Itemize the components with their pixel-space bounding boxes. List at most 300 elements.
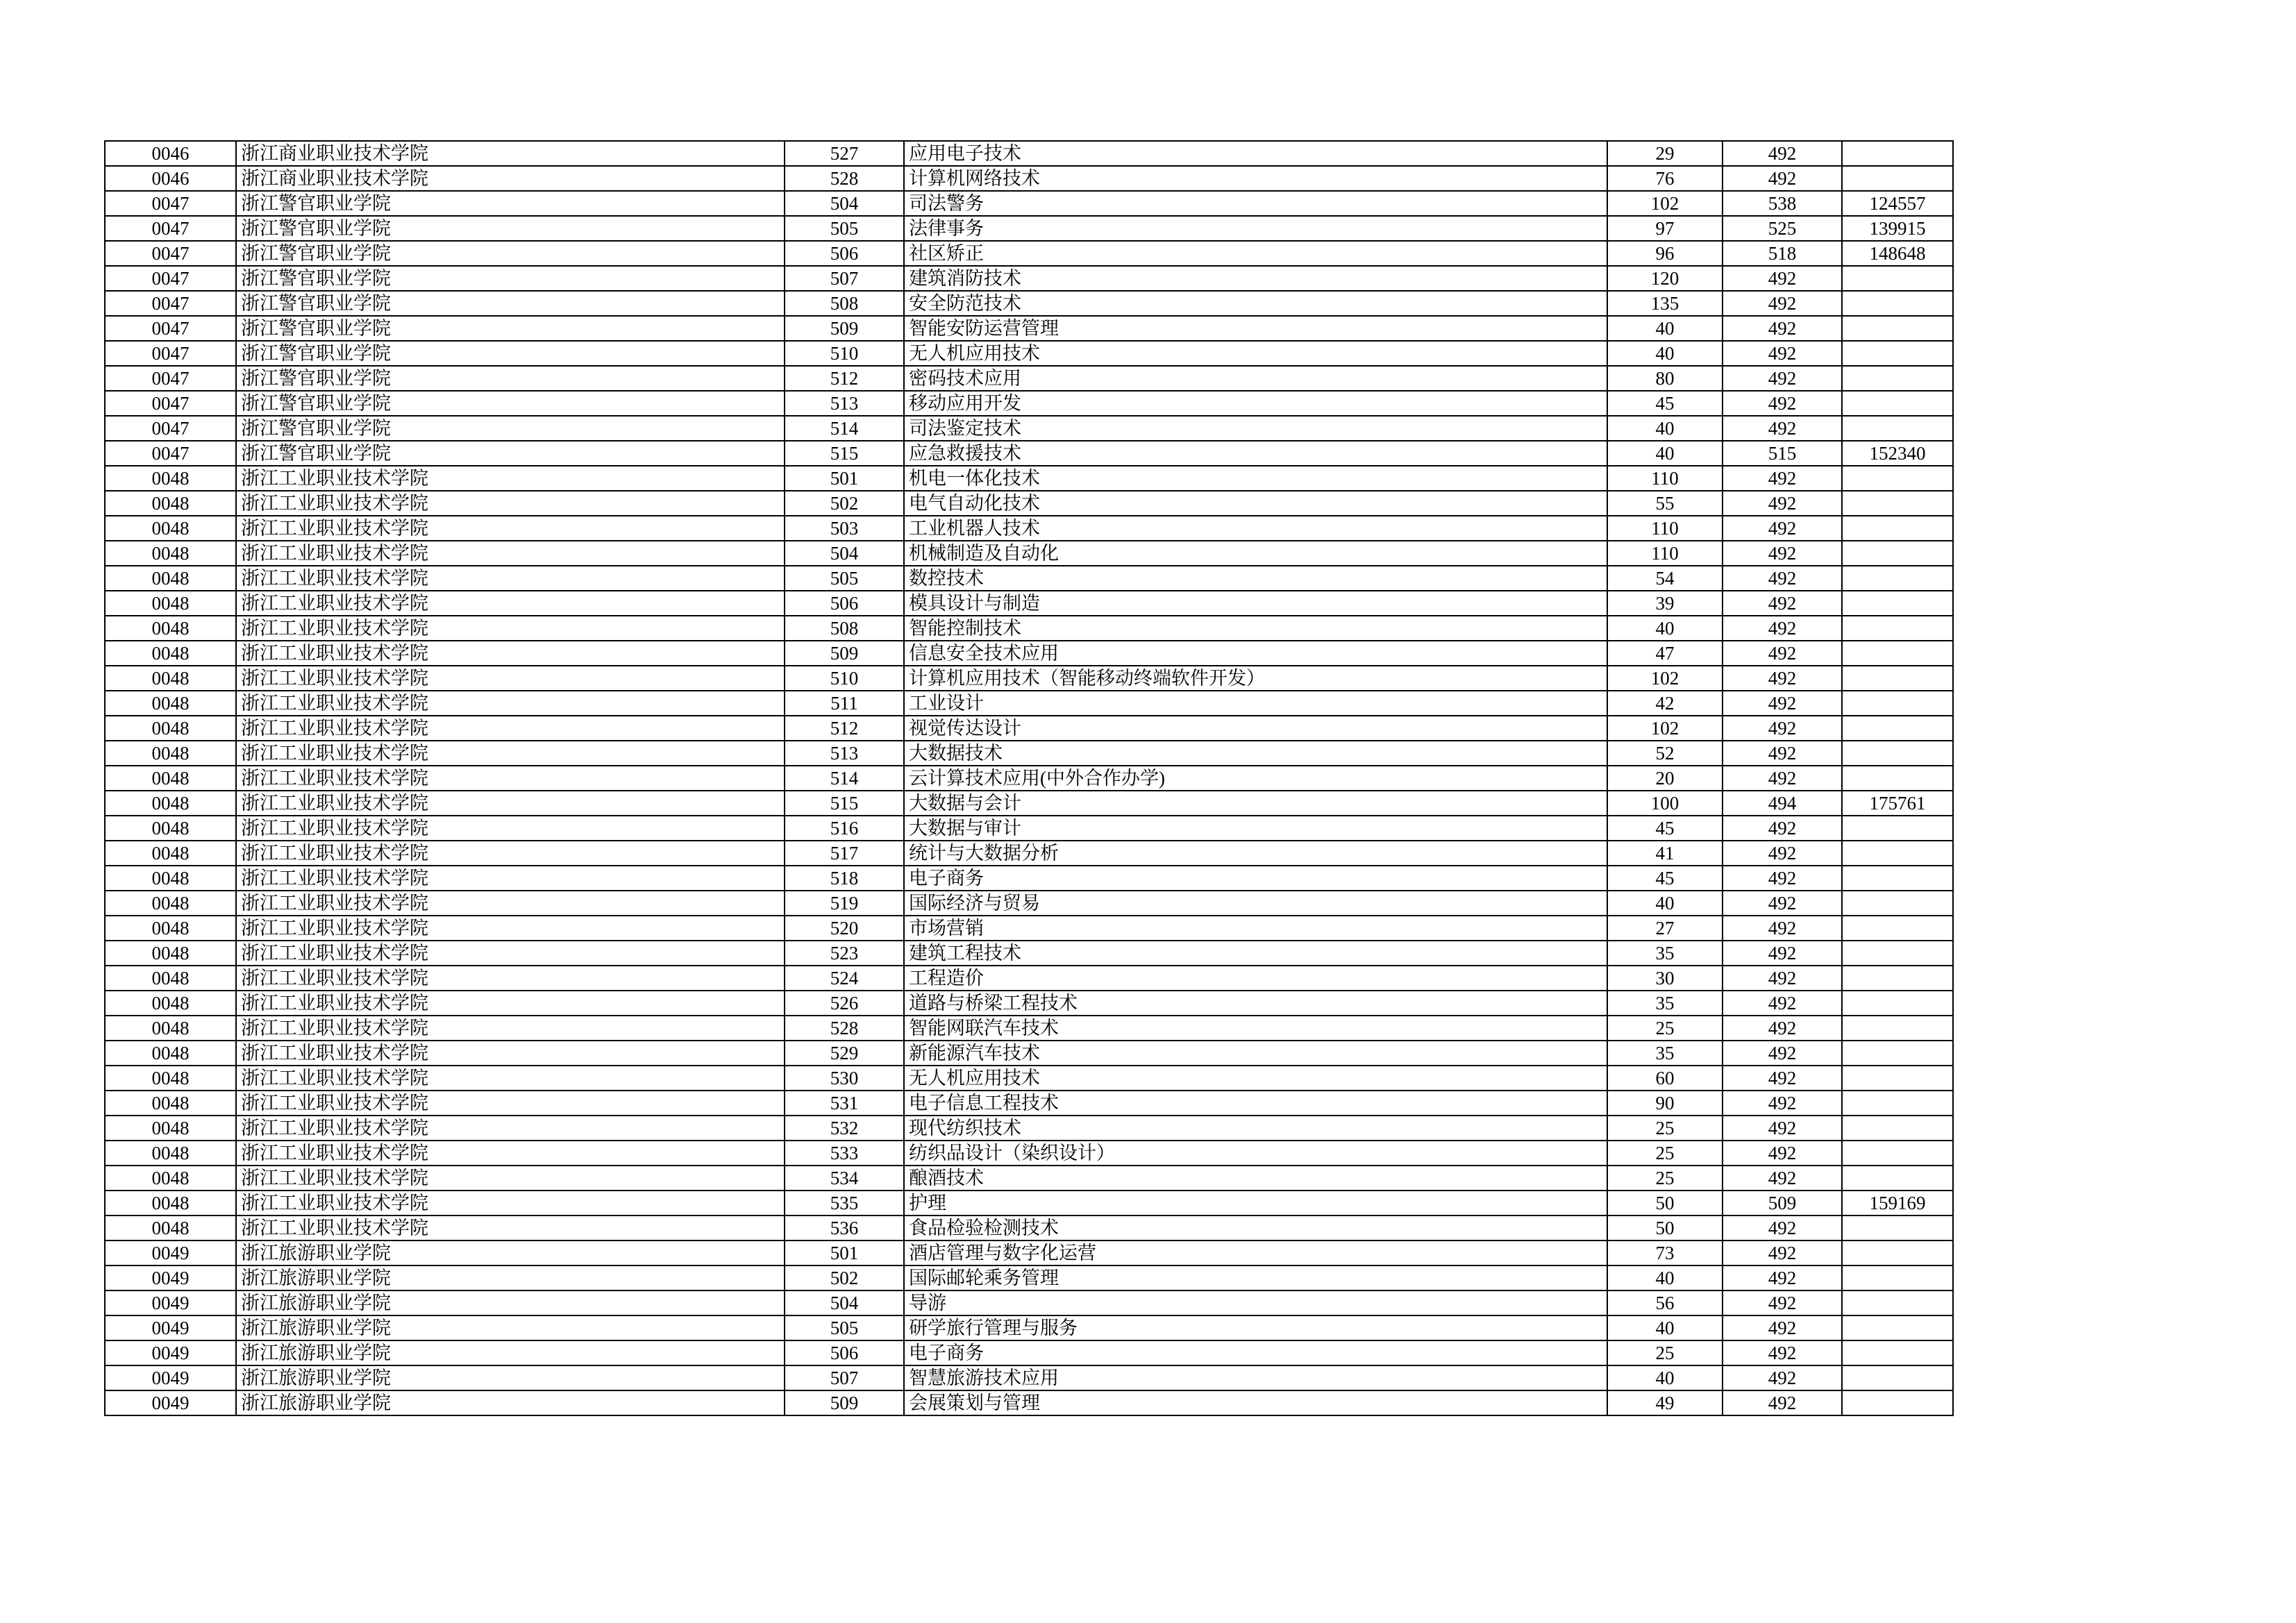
school-code-cell: 0048 (105, 966, 236, 991)
plan-count-cell: 102 (1607, 191, 1723, 216)
min-score-cell: 492 (1723, 1166, 1842, 1191)
school-name-cell: 浙江警官职业学院 (236, 366, 785, 391)
min-rank-cell (1842, 991, 1953, 1016)
school-name-cell: 浙江工业职业技术学院 (236, 791, 785, 816)
school-name-cell: 浙江旅游职业学院 (236, 1315, 785, 1340)
major-code-cell: 535 (785, 1191, 904, 1216)
school-name-cell: 浙江警官职业学院 (236, 266, 785, 291)
school-code-cell: 0047 (105, 316, 236, 341)
school-name-cell: 浙江工业职业技术学院 (236, 491, 785, 516)
min-score-cell: 492 (1723, 916, 1842, 941)
major-code-cell: 506 (785, 591, 904, 616)
school-code-cell: 0048 (105, 641, 236, 666)
major-code-cell: 513 (785, 741, 904, 766)
major-code-cell: 504 (785, 191, 904, 216)
plan-count-cell: 39 (1607, 591, 1723, 616)
min-rank-cell (1842, 691, 1953, 716)
major-code-cell: 519 (785, 891, 904, 916)
major-code-cell: 523 (785, 941, 904, 966)
table-row (105, 941, 1953, 966)
admission-table (104, 140, 1954, 1416)
min-score-cell: 492 (1723, 691, 1842, 716)
major-name-cell: 无人机应用技术 (904, 1066, 1607, 1091)
table-row (105, 1365, 1953, 1390)
school-name-cell: 浙江工业职业技术学院 (236, 1116, 785, 1141)
school-code-cell: 0048 (105, 616, 236, 641)
plan-count-cell: 135 (1607, 291, 1723, 316)
min-rank-cell (1842, 666, 1953, 691)
school-name-cell: 浙江工业职业技术学院 (236, 616, 785, 641)
school-code-cell: 0048 (105, 916, 236, 941)
min-score-cell: 492 (1723, 1091, 1842, 1116)
plan-count-cell: 52 (1607, 741, 1723, 766)
min-rank-cell (1842, 466, 1953, 491)
school-name-cell: 浙江工业职业技术学院 (236, 841, 785, 866)
school-code-cell: 0048 (105, 1191, 236, 1216)
major-code-cell: 504 (785, 1290, 904, 1315)
school-code-cell: 0047 (105, 341, 236, 366)
min-rank-cell (1842, 141, 1953, 166)
min-rank-cell (1842, 1216, 1953, 1241)
min-rank-cell (1842, 1365, 1953, 1390)
min-score-cell: 518 (1723, 241, 1842, 266)
min-score-cell: 492 (1723, 766, 1842, 791)
major-code-cell: 505 (785, 216, 904, 241)
school-code-cell: 0048 (105, 566, 236, 591)
school-name-cell: 浙江工业职业技术学院 (236, 916, 785, 941)
min-rank-cell (1842, 1091, 1953, 1116)
school-code-cell: 0048 (105, 541, 236, 566)
school-name-cell: 浙江工业职业技术学院 (236, 1041, 785, 1066)
table-row (105, 916, 1953, 941)
table-row (105, 316, 1953, 341)
school-code-cell: 0048 (105, 666, 236, 691)
table-row (105, 1265, 1953, 1290)
major-code-cell: 516 (785, 816, 904, 841)
major-code-cell: 512 (785, 716, 904, 741)
major-name-cell: 新能源汽车技术 (904, 1041, 1607, 1066)
table-row (105, 141, 1953, 166)
min-score-cell: 509 (1723, 1191, 1842, 1216)
school-code-cell: 0048 (105, 1216, 236, 1241)
major-code-cell: 507 (785, 1365, 904, 1390)
table-row (105, 991, 1953, 1016)
major-name-cell: 司法鉴定技术 (904, 416, 1607, 441)
min-rank-cell (1842, 816, 1953, 841)
school-name-cell: 浙江商业职业技术学院 (236, 141, 785, 166)
min-score-cell: 492 (1723, 1016, 1842, 1041)
plan-count-cell: 56 (1607, 1290, 1723, 1315)
school-name-cell: 浙江旅游职业学院 (236, 1390, 785, 1415)
table-body (105, 141, 1953, 1415)
major-code-cell: 529 (785, 1041, 904, 1066)
plan-count-cell: 27 (1607, 916, 1723, 941)
major-name-cell: 应急救援技术 (904, 441, 1607, 466)
min-rank-cell (1842, 366, 1953, 391)
school-code-cell: 0049 (105, 1315, 236, 1340)
table-row (105, 766, 1953, 791)
plan-count-cell: 97 (1607, 216, 1723, 241)
major-code-cell: 508 (785, 616, 904, 641)
major-name-cell: 电子商务 (904, 866, 1607, 891)
plan-count-cell: 110 (1607, 541, 1723, 566)
school-name-cell: 浙江工业职业技术学院 (236, 691, 785, 716)
min-rank-cell (1842, 491, 1953, 516)
major-name-cell: 机械制造及自动化 (904, 541, 1607, 566)
major-name-cell: 电子信息工程技术 (904, 1091, 1607, 1116)
school-code-cell: 0048 (105, 1166, 236, 1191)
school-code-cell: 0049 (105, 1290, 236, 1315)
min-rank-cell (1842, 741, 1953, 766)
school-name-cell: 浙江工业职业技术学院 (236, 766, 785, 791)
school-code-cell: 0048 (105, 941, 236, 966)
major-code-cell: 514 (785, 416, 904, 441)
table-row (105, 1141, 1953, 1166)
min-score-cell: 492 (1723, 1390, 1842, 1415)
major-name-cell: 大数据与会计 (904, 791, 1607, 816)
major-name-cell: 机电一体化技术 (904, 466, 1607, 491)
school-code-cell: 0048 (105, 1066, 236, 1091)
school-name-cell: 浙江工业职业技术学院 (236, 666, 785, 691)
major-name-cell: 社区矫正 (904, 241, 1607, 266)
min-score-cell: 492 (1723, 716, 1842, 741)
table-row (105, 1116, 1953, 1141)
table-row (105, 716, 1953, 741)
plan-count-cell: 45 (1607, 816, 1723, 841)
min-score-cell: 515 (1723, 441, 1842, 466)
school-name-cell: 浙江警官职业学院 (236, 241, 785, 266)
plan-count-cell: 120 (1607, 266, 1723, 291)
major-code-cell: 502 (785, 491, 904, 516)
school-code-cell: 0048 (105, 591, 236, 616)
major-name-cell: 云计算技术应用(中外合作办学) (904, 766, 1607, 791)
major-code-cell: 515 (785, 791, 904, 816)
school-code-cell: 0048 (105, 891, 236, 916)
table-row (105, 866, 1953, 891)
plan-count-cell: 60 (1607, 1066, 1723, 1091)
major-name-cell: 国际经济与贸易 (904, 891, 1607, 916)
table-row (105, 1315, 1953, 1340)
school-code-cell: 0049 (105, 1340, 236, 1365)
school-code-cell: 0049 (105, 1390, 236, 1415)
min-score-cell: 494 (1723, 791, 1842, 816)
school-code-cell: 0048 (105, 491, 236, 516)
major-code-cell: 527 (785, 141, 904, 166)
major-code-cell: 503 (785, 516, 904, 541)
table-row (105, 191, 1953, 216)
school-code-cell: 0048 (105, 516, 236, 541)
plan-count-cell: 76 (1607, 166, 1723, 191)
min-score-cell: 492 (1723, 641, 1842, 666)
major-name-cell: 导游 (904, 1290, 1607, 1315)
min-rank-cell: 124557 (1842, 191, 1953, 216)
school-name-cell: 浙江旅游职业学院 (236, 1265, 785, 1290)
school-name-cell: 浙江警官职业学院 (236, 191, 785, 216)
min-rank-cell (1842, 541, 1953, 566)
table-row (105, 266, 1953, 291)
min-rank-cell (1842, 1066, 1953, 1091)
min-score-cell: 492 (1723, 841, 1842, 866)
major-code-cell: 530 (785, 1066, 904, 1091)
major-code-cell: 531 (785, 1091, 904, 1116)
major-name-cell: 酒店管理与数字化运营 (904, 1241, 1607, 1265)
plan-count-cell: 41 (1607, 841, 1723, 866)
min-rank-cell: 139915 (1842, 216, 1953, 241)
school-code-cell: 0048 (105, 766, 236, 791)
major-code-cell: 509 (785, 316, 904, 341)
school-code-cell: 0048 (105, 791, 236, 816)
major-name-cell: 司法警务 (904, 191, 1607, 216)
plan-count-cell: 35 (1607, 991, 1723, 1016)
school-code-cell: 0047 (105, 241, 236, 266)
table-row (105, 1066, 1953, 1091)
table-row (105, 541, 1953, 566)
table-row (105, 241, 1953, 266)
plan-count-cell: 40 (1607, 416, 1723, 441)
school-name-cell: 浙江工业职业技术学院 (236, 741, 785, 766)
school-code-cell: 0046 (105, 166, 236, 191)
table-row (105, 216, 1953, 241)
major-name-cell: 移动应用开发 (904, 391, 1607, 416)
major-code-cell: 526 (785, 991, 904, 1016)
plan-count-cell: 40 (1607, 1265, 1723, 1290)
table-row (105, 441, 1953, 466)
plan-count-cell: 20 (1607, 766, 1723, 791)
school-name-cell: 浙江工业职业技术学院 (236, 966, 785, 991)
plan-count-cell: 40 (1607, 441, 1723, 466)
min-rank-cell (1842, 1340, 1953, 1365)
major-name-cell: 计算机网络技术 (904, 166, 1607, 191)
min-score-cell: 492 (1723, 466, 1842, 491)
min-score-cell: 492 (1723, 1041, 1842, 1066)
table-row (105, 1041, 1953, 1066)
major-name-cell: 研学旅行管理与服务 (904, 1315, 1607, 1340)
school-code-cell: 0047 (105, 291, 236, 316)
school-name-cell: 浙江商业职业技术学院 (236, 166, 785, 191)
table-row (105, 891, 1953, 916)
min-score-cell: 492 (1723, 666, 1842, 691)
school-name-cell: 浙江警官职业学院 (236, 441, 785, 466)
min-rank-cell (1842, 1290, 1953, 1315)
major-name-cell: 密码技术应用 (904, 366, 1607, 391)
min-rank-cell (1842, 1166, 1953, 1191)
school-name-cell: 浙江工业职业技术学院 (236, 1091, 785, 1116)
major-name-cell: 统计与大数据分析 (904, 841, 1607, 866)
plan-count-cell: 25 (1607, 1340, 1723, 1365)
major-name-cell: 信息安全技术应用 (904, 641, 1607, 666)
min-score-cell: 492 (1723, 1241, 1842, 1265)
table-row (105, 816, 1953, 841)
major-name-cell: 智慧旅游技术应用 (904, 1365, 1607, 1390)
plan-count-cell: 25 (1607, 1166, 1723, 1191)
table-row (105, 841, 1953, 866)
major-name-cell: 酿酒技术 (904, 1166, 1607, 1191)
min-score-cell: 492 (1723, 741, 1842, 766)
plan-count-cell: 73 (1607, 1241, 1723, 1265)
min-rank-cell (1842, 766, 1953, 791)
major-code-cell: 534 (785, 1166, 904, 1191)
school-code-cell: 0048 (105, 1041, 236, 1066)
min-rank-cell (1842, 1265, 1953, 1290)
min-score-cell: 492 (1723, 1340, 1842, 1365)
min-score-cell: 492 (1723, 1066, 1842, 1091)
school-name-cell: 浙江工业职业技术学院 (236, 891, 785, 916)
school-name-cell: 浙江警官职业学院 (236, 391, 785, 416)
major-code-cell: 510 (785, 341, 904, 366)
plan-count-cell: 29 (1607, 141, 1723, 166)
major-code-cell: 518 (785, 866, 904, 891)
school-code-cell: 0047 (105, 416, 236, 441)
major-name-cell: 视觉传达设计 (904, 716, 1607, 741)
school-code-cell: 0048 (105, 866, 236, 891)
school-name-cell: 浙江工业职业技术学院 (236, 816, 785, 841)
major-name-cell: 大数据与审计 (904, 816, 1607, 841)
plan-count-cell: 40 (1607, 316, 1723, 341)
table-row (105, 1091, 1953, 1116)
min-score-cell: 492 (1723, 316, 1842, 341)
school-name-cell: 浙江工业职业技术学院 (236, 566, 785, 591)
major-name-cell: 应用电子技术 (904, 141, 1607, 166)
min-score-cell: 492 (1723, 1315, 1842, 1340)
table-row (105, 641, 1953, 666)
min-rank-cell (1842, 316, 1953, 341)
min-score-cell: 492 (1723, 516, 1842, 541)
school-name-cell: 浙江警官职业学院 (236, 291, 785, 316)
min-score-cell: 492 (1723, 391, 1842, 416)
plan-count-cell: 25 (1607, 1116, 1723, 1141)
table-row (105, 666, 1953, 691)
table-row (105, 166, 1953, 191)
school-code-cell: 0049 (105, 1241, 236, 1265)
school-name-cell: 浙江警官职业学院 (236, 416, 785, 441)
major-code-cell: 507 (785, 266, 904, 291)
major-code-cell: 509 (785, 641, 904, 666)
plan-count-cell: 45 (1607, 391, 1723, 416)
min-score-cell: 492 (1723, 1141, 1842, 1166)
min-score-cell: 492 (1723, 1265, 1842, 1290)
plan-count-cell: 102 (1607, 666, 1723, 691)
table-row (105, 1390, 1953, 1415)
min-score-cell: 492 (1723, 491, 1842, 516)
major-code-cell: 506 (785, 241, 904, 266)
plan-count-cell: 100 (1607, 791, 1723, 816)
min-rank-cell (1842, 841, 1953, 866)
school-code-cell: 0048 (105, 991, 236, 1016)
table-row (105, 591, 1953, 616)
school-code-cell: 0047 (105, 366, 236, 391)
major-code-cell: 502 (785, 1265, 904, 1290)
table-row (105, 1340, 1953, 1365)
min-rank-cell (1842, 266, 1953, 291)
plan-count-cell: 40 (1607, 616, 1723, 641)
min-rank-cell (1842, 1390, 1953, 1415)
table-row (105, 491, 1953, 516)
major-code-cell: 509 (785, 1390, 904, 1415)
major-name-cell: 大数据技术 (904, 741, 1607, 766)
school-name-cell: 浙江旅游职业学院 (236, 1340, 785, 1365)
school-code-cell: 0047 (105, 391, 236, 416)
major-code-cell: 504 (785, 541, 904, 566)
major-code-cell: 536 (785, 1216, 904, 1241)
min-score-cell: 492 (1723, 616, 1842, 641)
min-score-cell: 538 (1723, 191, 1842, 216)
plan-count-cell: 55 (1607, 491, 1723, 516)
school-name-cell: 浙江旅游职业学院 (236, 1241, 785, 1265)
major-name-cell: 现代纺织技术 (904, 1116, 1607, 1141)
plan-count-cell: 110 (1607, 516, 1723, 541)
min-score-cell: 492 (1723, 266, 1842, 291)
plan-count-cell: 40 (1607, 341, 1723, 366)
school-code-cell: 0048 (105, 691, 236, 716)
table-row (105, 391, 1953, 416)
min-rank-cell (1842, 866, 1953, 891)
plan-count-cell: 35 (1607, 941, 1723, 966)
table-row (105, 791, 1953, 816)
school-name-cell: 浙江警官职业学院 (236, 341, 785, 366)
school-name-cell: 浙江工业职业技术学院 (236, 1016, 785, 1041)
school-name-cell: 浙江工业职业技术学院 (236, 1141, 785, 1166)
plan-count-cell: 80 (1607, 366, 1723, 391)
min-score-cell: 492 (1723, 591, 1842, 616)
major-code-cell: 512 (785, 366, 904, 391)
major-name-cell: 计算机应用技术（智能移动终端软件开发） (904, 666, 1607, 691)
major-code-cell: 510 (785, 666, 904, 691)
plan-count-cell: 40 (1607, 1315, 1723, 1340)
school-code-cell: 0048 (105, 1016, 236, 1041)
min-score-cell: 525 (1723, 216, 1842, 241)
school-name-cell: 浙江工业职业技术学院 (236, 516, 785, 541)
table-row (105, 516, 1953, 541)
major-name-cell: 模具设计与制造 (904, 591, 1607, 616)
school-name-cell: 浙江工业职业技术学院 (236, 1066, 785, 1091)
major-code-cell: 514 (785, 766, 904, 791)
min-score-cell: 492 (1723, 1116, 1842, 1141)
major-code-cell: 501 (785, 1241, 904, 1265)
table-row (105, 366, 1953, 391)
school-code-cell: 0046 (105, 141, 236, 166)
plan-count-cell: 110 (1607, 466, 1723, 491)
min-score-cell: 492 (1723, 1216, 1842, 1241)
school-code-cell: 0048 (105, 816, 236, 841)
major-code-cell: 506 (785, 1340, 904, 1365)
min-score-cell: 492 (1723, 816, 1842, 841)
table-row (105, 416, 1953, 441)
min-rank-cell (1842, 1141, 1953, 1166)
min-rank-cell (1842, 1241, 1953, 1265)
min-score-cell: 492 (1723, 541, 1842, 566)
plan-count-cell: 96 (1607, 241, 1723, 266)
plan-count-cell: 102 (1607, 716, 1723, 741)
school-name-cell: 浙江工业职业技术学院 (236, 941, 785, 966)
min-rank-cell (1842, 291, 1953, 316)
table-row (105, 291, 1953, 316)
plan-count-cell: 47 (1607, 641, 1723, 666)
min-rank-cell (1842, 941, 1953, 966)
school-name-cell: 浙江工业职业技术学院 (236, 541, 785, 566)
school-code-cell: 0048 (105, 716, 236, 741)
major-name-cell: 无人机应用技术 (904, 341, 1607, 366)
table-row (105, 1216, 1953, 1241)
school-name-cell: 浙江工业职业技术学院 (236, 1166, 785, 1191)
min-rank-cell (1842, 391, 1953, 416)
major-name-cell: 数控技术 (904, 566, 1607, 591)
min-score-cell: 492 (1723, 991, 1842, 1016)
major-name-cell: 会展策划与管理 (904, 1390, 1607, 1415)
major-name-cell: 智能控制技术 (904, 616, 1607, 641)
major-name-cell: 智能安防运营管理 (904, 316, 1607, 341)
table-row (105, 966, 1953, 991)
major-name-cell: 道路与桥梁工程技术 (904, 991, 1607, 1016)
